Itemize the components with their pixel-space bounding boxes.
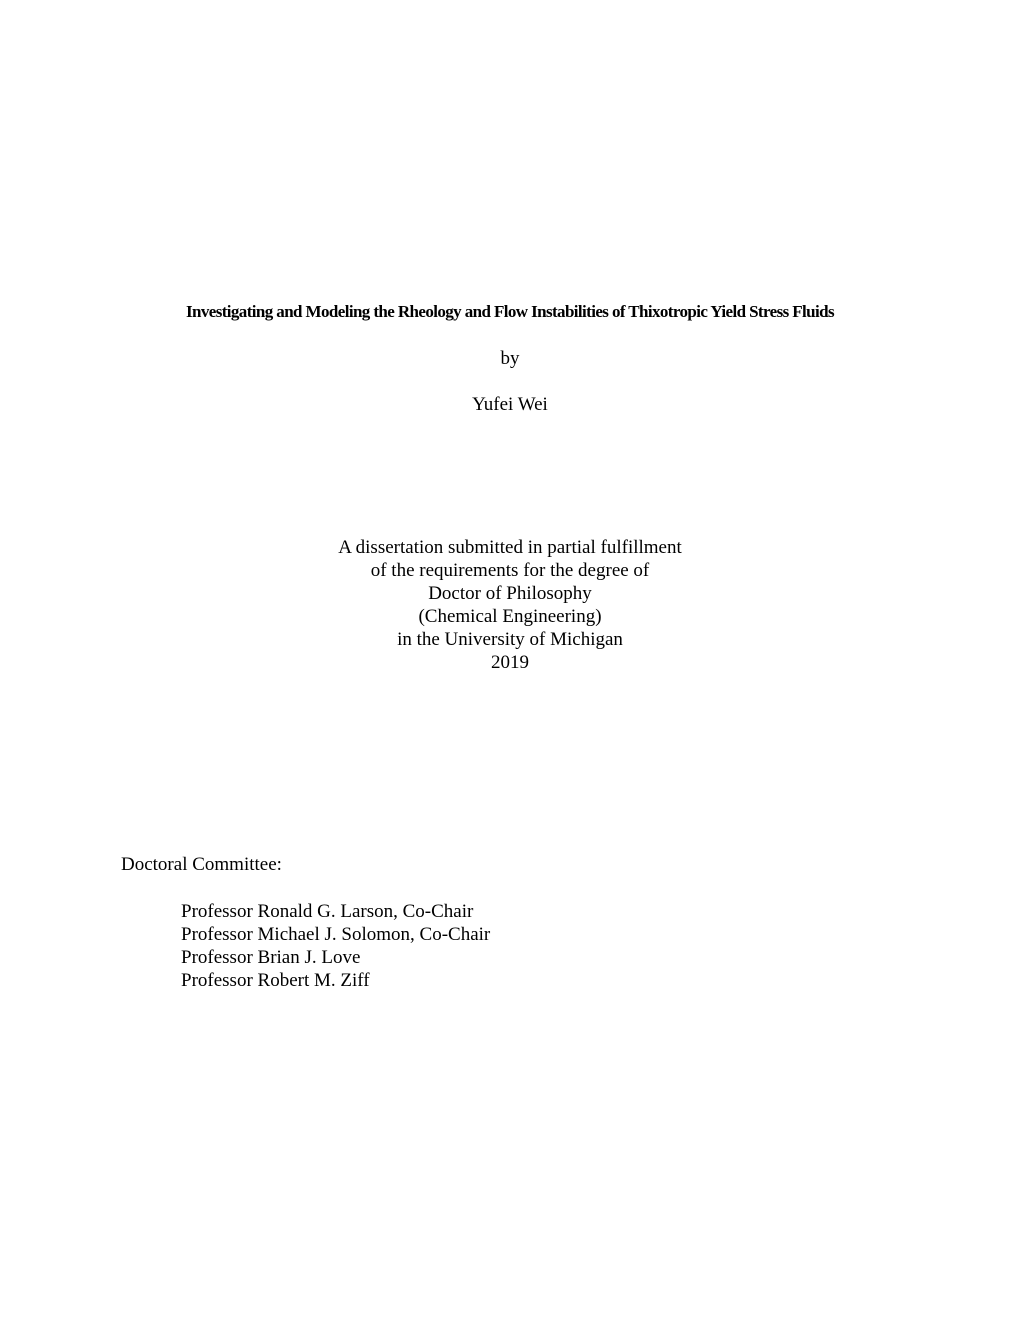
statement-line: Doctor of Philosophy bbox=[428, 583, 592, 604]
by-line: by bbox=[500, 348, 520, 369]
statement-line: A dissertation submitted in partial fulfillment bbox=[338, 537, 682, 558]
statement-line: of the requirements for the degree of bbox=[370, 560, 650, 581]
dissertation-title: Investigating and Modeling the Rheology and Flow Instabilities of Thixotropic Yield Stress Fluids bbox=[185, 302, 835, 321]
committee-heading: Doctoral Committee: bbox=[121, 854, 282, 875]
author-name: Yufei Wei bbox=[472, 394, 548, 415]
statement-line: in the University of Michigan bbox=[397, 629, 623, 650]
committee-member: Professor Michael J. Solomon, Co-Chair bbox=[181, 924, 491, 945]
committee-member: Professor Brian J. Love bbox=[181, 947, 361, 968]
statement-line: (Chemical Engineering) bbox=[418, 606, 602, 627]
committee-member: Professor Ronald G. Larson, Co-Chair bbox=[181, 901, 474, 922]
statement-year: 2019 bbox=[491, 652, 529, 673]
committee-list bbox=[181, 900, 490, 992]
degree-statement bbox=[0, 536, 1020, 674]
committee-member: Professor Robert M. Ziff bbox=[181, 970, 370, 991]
